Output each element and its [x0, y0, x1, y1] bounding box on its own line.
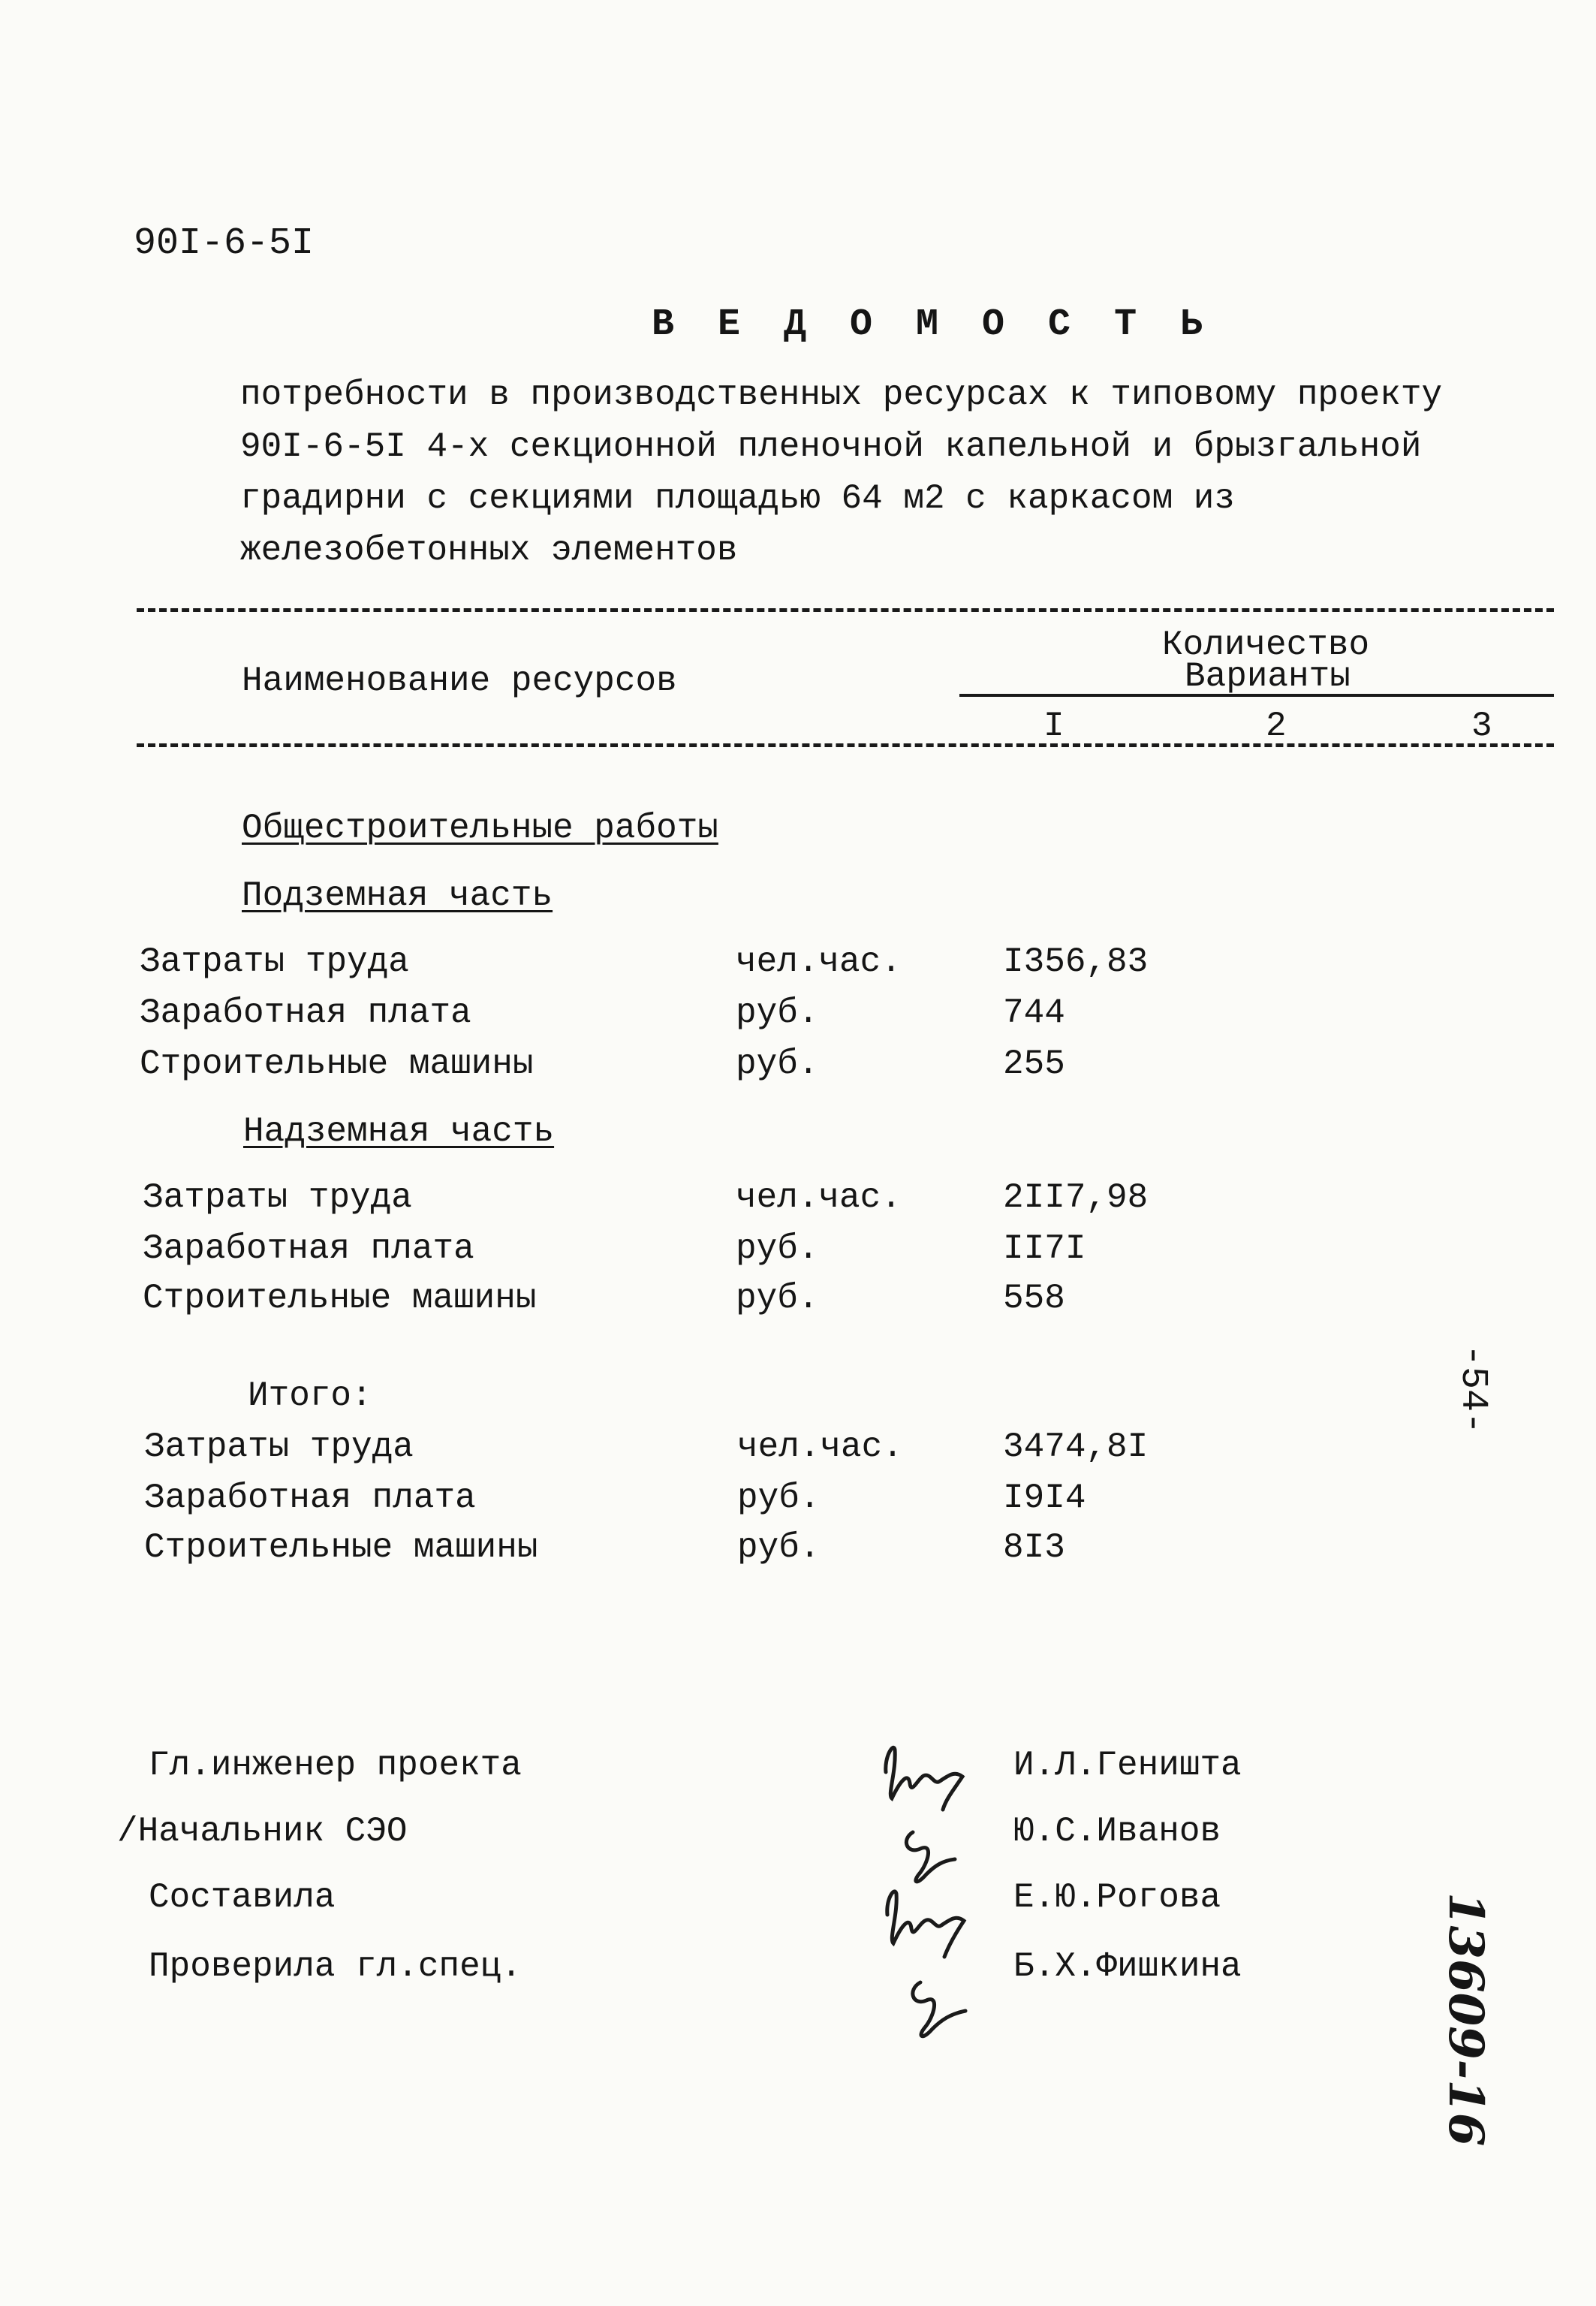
- variant-3: 3: [1471, 707, 1492, 746]
- variant-2: 2: [1266, 707, 1287, 746]
- row-value: 3474,8I: [1003, 1427, 1149, 1466]
- document-code: 90I-6-5I: [134, 222, 315, 265]
- row-value: 8I3: [1003, 1528, 1065, 1567]
- row-value: 558: [1003, 1279, 1065, 1318]
- archive-number: 13609-16: [1438, 1892, 1494, 2147]
- row-value: II7I: [1003, 1229, 1086, 1268]
- handwritten-signatures: [871, 1727, 991, 2042]
- group-title-total: Итого:: [248, 1376, 372, 1415]
- table-header-rule: [137, 743, 1554, 747]
- signature-name: Ю.С.Иванов: [1013, 1812, 1221, 1851]
- page-number: -54-: [1451, 1344, 1494, 1435]
- variant-1: I: [1043, 707, 1065, 746]
- quantity-header: Количество: [1162, 625, 1370, 665]
- row-unit: чел.час.: [736, 1178, 902, 1217]
- name-column-header: Наименование ресурсов: [242, 662, 677, 701]
- row-name: Затраты труда: [143, 1178, 412, 1217]
- row-name: Строительные машины: [140, 1044, 534, 1084]
- signature-name: Е.Ю.Рогова: [1013, 1878, 1221, 1917]
- row-value: 744: [1003, 993, 1065, 1032]
- row-name: Заработная плата: [140, 993, 471, 1032]
- row-unit: руб.: [736, 1229, 819, 1268]
- row-name: Строительные машины: [143, 1279, 537, 1318]
- row-unit: чел.час.: [737, 1427, 903, 1466]
- section-title: Общестроительные работы: [242, 809, 718, 848]
- row-name: Затраты труда: [144, 1427, 414, 1466]
- variants-rule: [959, 694, 1554, 697]
- document-title: В Е Д О М О С Т Ь: [652, 303, 1214, 346]
- group-title-underground: Подземная часть: [242, 876, 553, 915]
- row-unit: руб.: [737, 1479, 821, 1518]
- row-value: I9I4: [1003, 1479, 1086, 1518]
- row-unit: руб.: [737, 1528, 821, 1567]
- variants-header: Варианты: [1185, 657, 1351, 696]
- row-unit: руб.: [736, 1279, 819, 1318]
- row-value: 2II7,98: [1003, 1178, 1149, 1217]
- row-name: Заработная плата: [144, 1479, 476, 1518]
- row-value: 255: [1003, 1044, 1065, 1084]
- signature-role: Гл.инженер проекта: [149, 1746, 522, 1785]
- row-name: Затраты труда: [140, 942, 409, 981]
- signature-name: И.Л.Геништа: [1013, 1746, 1242, 1785]
- signature-role: /Начальник СЭО: [117, 1812, 408, 1851]
- group-title-aboveground: Надземная часть: [243, 1112, 555, 1151]
- document-subtitle: потребности в производственных ресурсах к типовому проекту 90I-6-5I 4-х секционной пленочной капельной и брызгальной градирни с секциями площадью 64 м2 с каркасом из железобетонных элементов: [240, 375, 1443, 570]
- signature-role: Проверила гл.спец.: [149, 1947, 522, 1986]
- row-unit: руб.: [736, 993, 819, 1032]
- row-name: Заработная плата: [143, 1229, 474, 1268]
- signature-name: Б.Х.Фишкина: [1013, 1947, 1242, 1986]
- signature-role: Составила: [149, 1878, 336, 1917]
- row-name: Строительные машины: [144, 1528, 538, 1567]
- row-unit: руб.: [736, 1044, 819, 1084]
- row-unit: чел.час.: [736, 942, 902, 981]
- table-top-rule: [137, 608, 1554, 612]
- row-value: I356,83: [1003, 942, 1149, 981]
